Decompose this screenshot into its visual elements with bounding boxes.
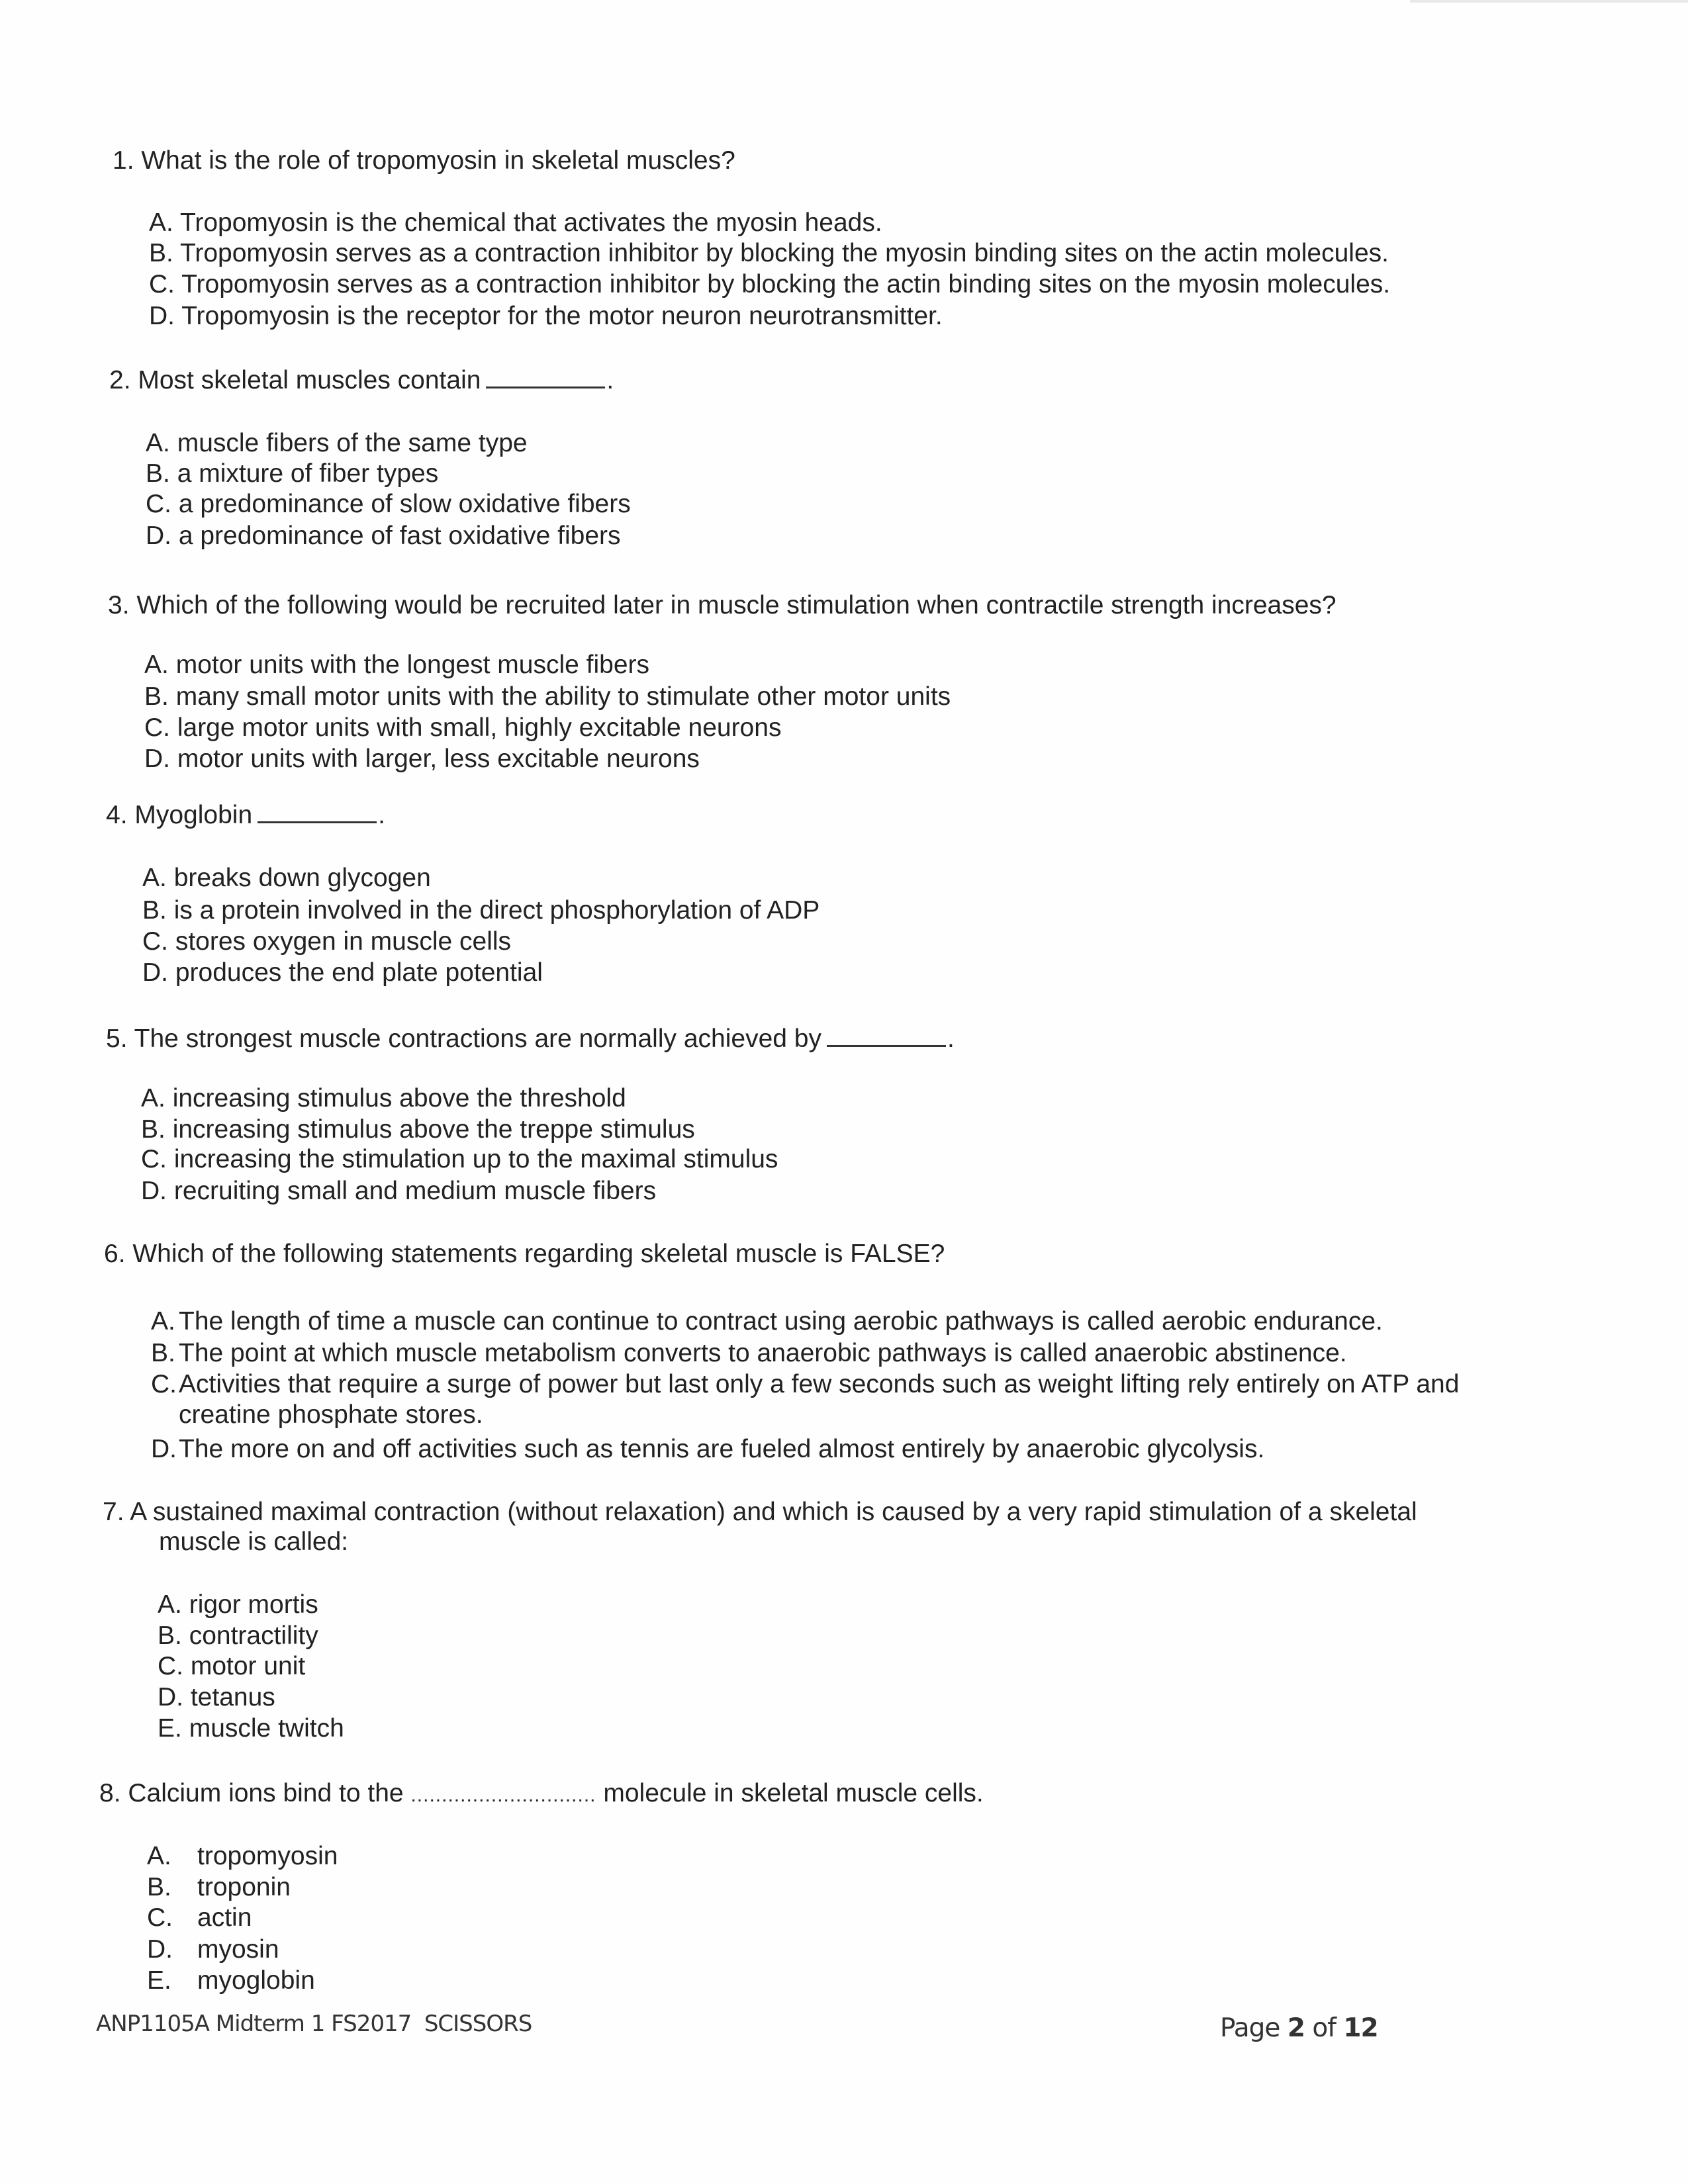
question-text-continuation: muscle is called: <box>159 1527 349 1556</box>
question-3 <box>108 590 1336 621</box>
option-text: Tropomyosin is the receptor for the motor neuron neurotransmitter. <box>181 302 943 330</box>
option-letter: B. <box>141 1115 165 1144</box>
q5-option-d <box>141 1176 656 1206</box>
question-number: 5. <box>106 1024 128 1053</box>
question-text-after: molecule in skeletal muscle cells. <box>603 1779 984 1807</box>
q1-option-a <box>149 208 882 238</box>
q3-option-d <box>144 744 700 774</box>
option-letter: A. <box>144 651 169 679</box>
q1-option-d <box>149 301 943 332</box>
footer-course-label: ANP1105A Midterm 1 FS2017 SCISSORS <box>96 2011 532 2037</box>
q3-option-a <box>144 650 649 680</box>
question-number: 2. <box>109 366 131 394</box>
option-letter: D. <box>142 958 168 987</box>
option-text: Activities that require a surge of power but last only a few seconds such as weight lifting rely entirely on ATP and <box>179 1370 1460 1398</box>
option-letter: D. <box>149 302 175 330</box>
q4-option-d <box>142 958 543 988</box>
option-text: a mixture of fiber types <box>177 459 439 488</box>
question-6 <box>104 1239 945 1269</box>
option-text: recruiting small and medium muscle fibers <box>173 1177 657 1205</box>
option-letter: D. <box>147 1935 173 1964</box>
page-label: Page <box>1220 2013 1280 2043</box>
answer-blank <box>486 367 605 388</box>
option-letter: B. <box>151 1339 175 1367</box>
option-text: large motor units with small, highly excitable neurons <box>177 713 782 742</box>
option-text: increasing stimulus above the threshold <box>172 1084 626 1113</box>
q6-option-c-continuation <box>179 1400 483 1430</box>
option-text: is a protein involved in the direct phosphorylation of ADP <box>173 896 820 925</box>
option-text: The more on and off activities such as tennis are fueled almost entirely by anaerobic glycolysis. <box>179 1435 1265 1463</box>
q8-option-c <box>147 1903 252 1933</box>
answer-blank <box>258 801 377 823</box>
option-letter: A. <box>142 864 167 892</box>
question-7-continuation <box>159 1527 348 1557</box>
option-letter: C. <box>146 490 171 518</box>
option-letter: B. <box>142 896 167 925</box>
question-7 <box>103 1497 1417 1527</box>
q1-option-b <box>149 238 1389 269</box>
q2-option-b <box>146 459 438 489</box>
option-text: Tropomyosin is the chemical that activates the myosin heads. <box>180 208 882 237</box>
question-number: 8. <box>99 1779 121 1807</box>
q5-option-a <box>141 1083 626 1114</box>
option-letter: C. <box>142 927 168 956</box>
footer-page-number <box>1220 2013 1378 2043</box>
option-text: motor unit <box>190 1652 306 1680</box>
option-letter: C. <box>144 713 170 742</box>
option-text: actin <box>197 1903 252 1932</box>
option-text: a predominance of fast oxidative fibers <box>178 522 621 550</box>
q7-option-d <box>158 1682 275 1713</box>
option-letter: B. <box>158 1621 182 1650</box>
option-letter: E. <box>147 1966 171 1995</box>
question-text: Most skeletal muscles contain <box>138 366 481 394</box>
option-text-continuation: creatine phosphate stores. <box>179 1400 483 1429</box>
option-letter: B. <box>147 1873 171 1901</box>
scan-edge <box>1410 0 1688 3</box>
q2-option-c <box>146 489 631 520</box>
q3-option-b <box>144 682 951 712</box>
option-letter: A. <box>149 208 173 237</box>
q6-option-b <box>151 1338 1347 1369</box>
option-letter: D. <box>146 522 171 550</box>
option-letter: C. <box>149 270 175 298</box>
q6-option-d <box>151 1434 1264 1465</box>
option-text: produces the end plate potential <box>175 958 543 987</box>
question-text-before: Calcium ions bind to the <box>128 1779 404 1807</box>
page-current: 2 <box>1287 2013 1305 2043</box>
question-number: 1. <box>113 146 134 175</box>
q1-option-c <box>149 269 1390 300</box>
q4-option-a <box>142 863 431 893</box>
question-8 <box>99 1778 984 1811</box>
option-text: motor units with the longest muscle fibers <box>175 651 650 679</box>
option-letter: D. <box>158 1683 183 1711</box>
question-text: A sustained maximal contraction (without relaxation) and which is caused by a very rapid stimulation of a skeletal <box>130 1498 1417 1526</box>
q8-option-e <box>147 1966 315 1996</box>
page-of: of <box>1312 2013 1336 2043</box>
q4-option-c <box>142 927 511 957</box>
blank-suffix: . <box>606 366 614 394</box>
option-text: myoglobin <box>197 1966 315 1995</box>
option-letter: A. <box>146 429 170 457</box>
option-text: increasing the stimulation up to the maximal stimulus <box>173 1145 778 1173</box>
option-letter: C. <box>141 1145 167 1173</box>
question-number: 6. <box>104 1240 126 1268</box>
option-text: increasing stimulus above the treppe stimulus <box>172 1115 695 1144</box>
option-letter: D. <box>141 1177 167 1205</box>
option-letter: A. <box>147 1842 171 1870</box>
option-text: stores oxygen in muscle cells <box>175 927 512 956</box>
question-number: 7. <box>103 1498 124 1526</box>
option-letter: C. <box>147 1903 173 1932</box>
page-total: 12 <box>1343 2013 1378 2043</box>
option-text: muscle fibers of the same type <box>177 429 528 457</box>
question-text: The strongest muscle contractions are normally achieved by <box>134 1024 821 1053</box>
option-text: Tropomyosin serves as a contraction inhibitor by blocking the actin binding sites on the myosin molecules. <box>181 270 1391 298</box>
option-text: rigor mortis <box>189 1590 318 1619</box>
option-letter: D. <box>151 1435 177 1463</box>
question-2 <box>109 365 614 396</box>
option-text: troponin <box>197 1873 291 1901</box>
option-text: contractility <box>189 1621 318 1650</box>
q7-option-c <box>158 1651 305 1682</box>
question-number: 3. <box>108 591 130 619</box>
option-text: The length of time a muscle can continue to contract using aerobic pathways is called aerobic endurance. <box>179 1307 1383 1336</box>
option-text: muscle twitch <box>189 1714 344 1743</box>
q5-option-c <box>141 1144 778 1175</box>
question-text: Which of the following would be recruited later in muscle stimulation when contractile strength increases? <box>136 591 1336 619</box>
q2-option-a <box>146 428 528 459</box>
option-text: many small motor units with the ability to stimulate other motor units <box>175 682 951 711</box>
option-text: tetanus <box>190 1683 275 1711</box>
q4-option-b <box>142 895 820 926</box>
option-text: myosin <box>197 1935 279 1964</box>
option-letter: B. <box>149 239 173 267</box>
q7-option-a <box>158 1590 318 1620</box>
q7-option-b <box>158 1621 318 1651</box>
q8-option-a <box>147 1841 338 1872</box>
option-letter: B. <box>146 459 170 488</box>
option-text: The point at which muscle metabolism converts to anaerobic pathways is called anaerobic abstinence. <box>179 1339 1347 1367</box>
question-number: 4. <box>106 801 128 829</box>
q6-option-a <box>151 1306 1383 1337</box>
option-letter: C. <box>158 1652 183 1680</box>
option-text: Tropomyosin serves as a contraction inhibitor by blocking the myosin binding sites on the actin molecules. <box>180 239 1389 267</box>
q2-option-d <box>146 521 621 551</box>
question-5 <box>106 1024 955 1054</box>
blank-suffix: . <box>378 801 385 829</box>
question-text: Myoglobin <box>134 801 253 829</box>
question-4 <box>106 800 385 831</box>
q8-option-b <box>147 1872 291 1903</box>
option-letter: A. <box>141 1084 165 1113</box>
option-text: breaks down glycogen <box>173 864 431 892</box>
option-letter: A. <box>158 1590 182 1619</box>
question-text: Which of the following statements regarding skeletal muscle is FALSE? <box>132 1240 945 1268</box>
q6-option-c <box>151 1369 1459 1400</box>
option-letter: A. <box>151 1307 175 1336</box>
option-letter: C. <box>151 1370 177 1398</box>
q5-option-b <box>141 1115 695 1145</box>
answer-blank <box>827 1025 946 1047</box>
answer-dotted-blank: .............................. <box>410 1784 596 1806</box>
option-text: motor units with larger, less excitable neurons <box>177 745 700 773</box>
blank-suffix: . <box>947 1024 955 1053</box>
q3-option-c <box>144 713 781 743</box>
q8-option-d <box>147 1934 279 1965</box>
q7-option-e <box>158 1713 344 1744</box>
option-text: tropomyosin <box>197 1842 338 1870</box>
option-text: a predominance of slow oxidative fibers <box>178 490 631 518</box>
option-letter: E. <box>158 1714 182 1743</box>
option-letter: B. <box>144 682 169 711</box>
question-1 <box>113 146 735 176</box>
option-letter: D. <box>144 745 170 773</box>
question-text: What is the role of tropomyosin in skeletal muscles? <box>141 146 735 175</box>
